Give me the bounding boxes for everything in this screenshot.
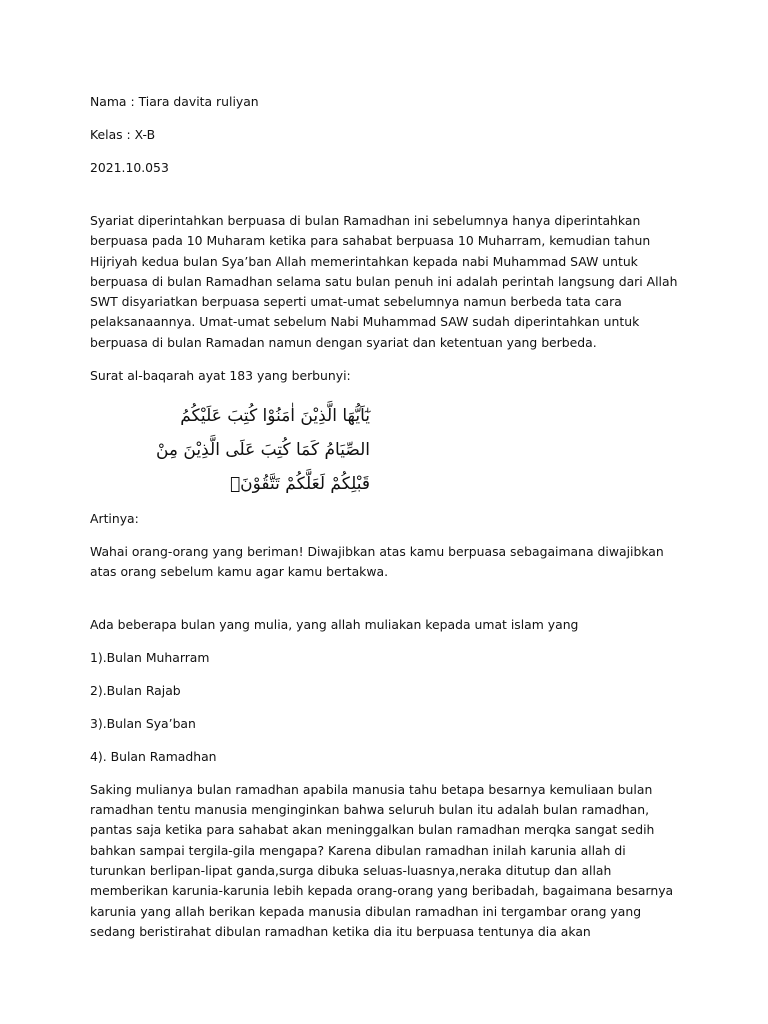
student-id: 2021.10.053 bbox=[90, 159, 169, 175]
document-body bbox=[90, 92, 680, 955]
arabic-verse bbox=[90, 399, 680, 501]
month-item: 2).Bulan Rajab bbox=[90, 682, 181, 698]
student-class: Kelas : X-B bbox=[90, 126, 156, 142]
arabic-line-2: الصِّيَامُ كَمَا كُتِبَ عَلَى الَّذِيْنَ مِنْ bbox=[155, 439, 370, 460]
arabic-line-3: قَبْلِكُمْ لَعَلَّكُمْ تَتَّقُوْنَۙ bbox=[229, 473, 370, 494]
spacer bbox=[90, 595, 680, 615]
translation-label: Artinya: bbox=[90, 510, 139, 526]
months-intro: Ada beberapa bulan yang mulia, yang allah muliakan kepada umat islam yang bbox=[90, 616, 579, 632]
final-paragraph: Saking mulianya bulan ramadhan apabila manusia tahu betapa besarnya kemuliaan bulan ramadhan tentu manusia menginginkan bahwa seluruh bulan itu adalah bulan ramadhan, pantas saja ketika para sahabat akan meninggalkan bulan ramadhan merqka sangat sedih bahkan sampai tergila-gila mengapa? Karena dibulan ramadhan inilah karunia allah di turunkan berlipan-lipat ganda,surga dibuka seluas-luasnya,neraka ditutup dan allah memberikan karunia-karunia lebih kepada orang-orang yang beribadah, bagaimana besarnya karunia yang allah berikan kepada manusia dibulan ramadhan ini tergambar orang yang sedang beristirahat dibulan ramadhan ketika dia itu berpuasa tentunya dia akan bbox=[90, 781, 674, 939]
spacer bbox=[90, 191, 680, 211]
translation-text: Wahai orang-orang yang beriman! Diwajibkan atas kamu berpuasa sebagaimana diwajibkan atas orang sebelum kamu agar kamu bertakwa. bbox=[90, 543, 664, 579]
month-item: 3).Bulan Sya’ban bbox=[90, 715, 196, 731]
arabic-line-1: يٰٓاَيُّهَا الَّذِيْنَ اٰمَنُوْا كُتِبَ عَلَيْكُمُ bbox=[180, 405, 370, 426]
month-item: 1).Bulan Muharram bbox=[90, 649, 210, 665]
intro-paragraph: Syariat diperintahkan berpuasa di bulan Ramadhan ini sebelumnya hanya diperintahkan berpuasa pada 10 Muharam ketika para sahabat berpuasa 10 Muharram, kemudian tahun Hijriyah kedua bulan Sya’ban Allah memerintahkan kepada nabi Muhammad SAW untuk berpuasa di bulan Ramadhan selama satu bulan penuh ini adalah perintah langsung dari Allah SWT disyariatkan berpuasa seperti umat-umat sebelumnya namun berbeda tata cara pelaksanaannya. Umat-umat sebelum Nabi Muhammad SAW sudah diperintahkan untuk berpuasa di bulan Ramadan namun dengan syariat dan ketentuan yang berbeda. bbox=[90, 212, 678, 350]
month-item: 4). Bulan Ramadhan bbox=[90, 748, 217, 764]
student-name: Nama : Tiara davita ruliyan bbox=[90, 94, 259, 109]
verse-intro: Surat al-baqarah ayat 183 yang berbunyi: bbox=[90, 367, 351, 383]
